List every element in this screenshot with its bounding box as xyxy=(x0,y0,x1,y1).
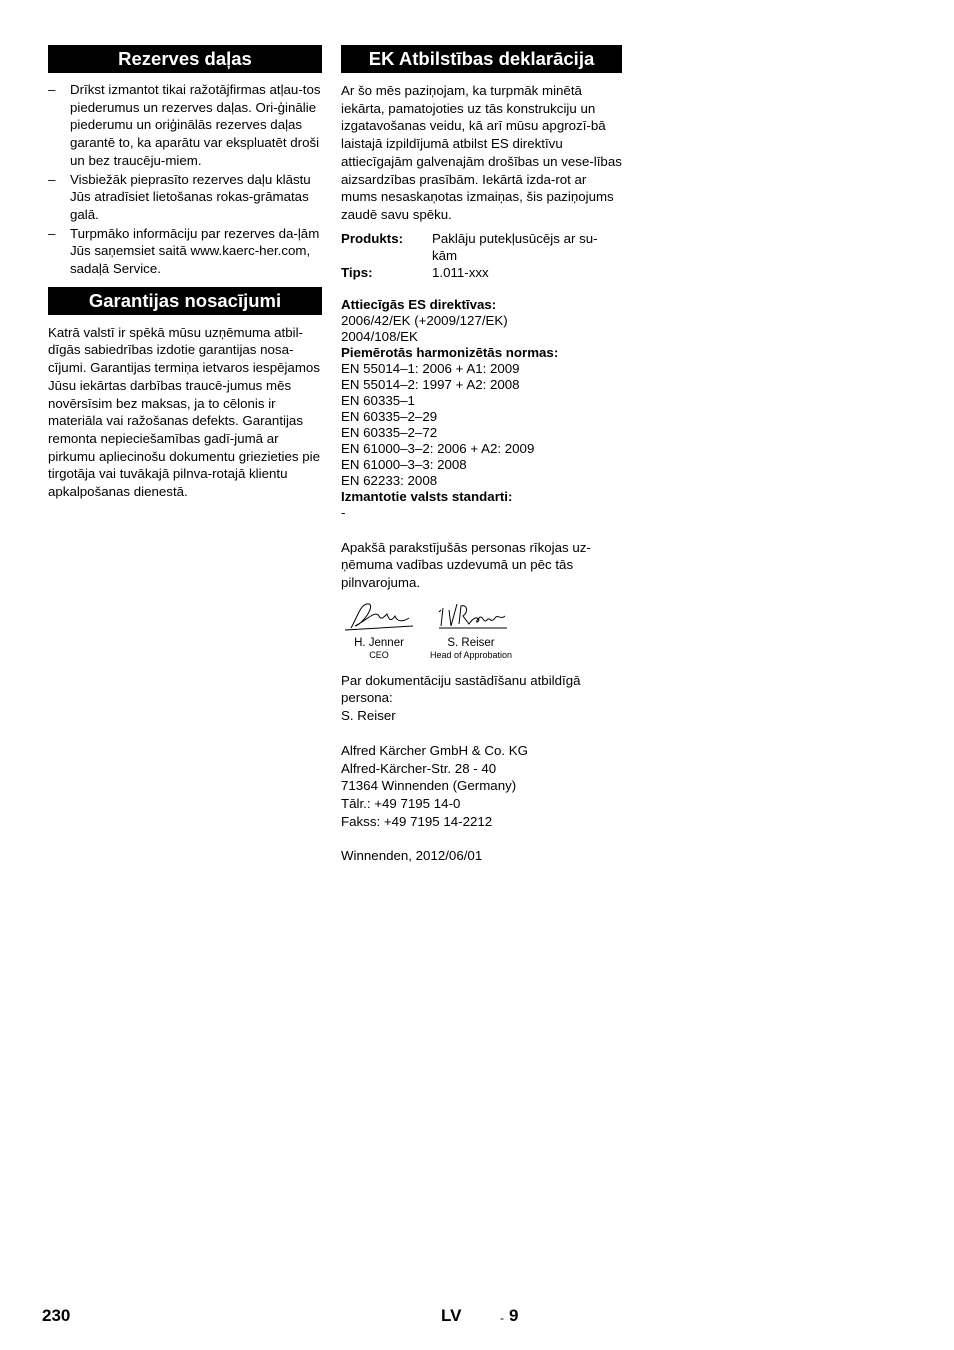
product-label: Produkts: xyxy=(341,230,404,246)
authority-text: Apakšā parakstījušās personas rīkojas uz-ņēmuma vadības uzdevumā un pēc tās pilnvarojuma. xyxy=(341,539,591,591)
signer-role: CEO xyxy=(369,649,389,660)
address-line: Alfred Kärcher GmbH & Co. KG xyxy=(341,742,528,758)
signer-name: S. Reiser xyxy=(447,636,495,649)
norm-line: EN 60335–2–72 xyxy=(341,424,438,440)
spare-parts-heading: Rezerves daļas xyxy=(48,45,322,73)
directives-block xyxy=(341,297,622,521)
spare-parts-list xyxy=(48,81,322,278)
national-standards-label: Izmantotie valsts standarti: xyxy=(341,488,513,504)
declaration-intro: Ar šo mēs paziņojam, ka turpmāk minētā iekārta, pamatojoties uz tās konstrukciju un izgatavošanas veidu, kā arī mūsu apgrozī-bā laistajā izpildījumā atbilst ES direktīvu attiecīgajām galvenajām drošības un vese-lības aizsardzības prasībām. Iekārtā izda-rot ar mums nesaskaņotas izmaiņas, šis paziņojums zaudē savu spēku. xyxy=(341,83,622,222)
list-item: – Visbiežāk pieprasīto rezerves daļu klāstu Jūs atradīsiet lietošanas rokas-grāmatas galā. xyxy=(48,171,311,222)
section-page-number: 9 xyxy=(509,1306,519,1325)
address-line: Alfred-Kärcher-Str. 28 - 40 xyxy=(341,760,497,776)
norms-label: Piemērotās harmonizētās normas: xyxy=(341,344,559,360)
signer-role: Head of Approbation xyxy=(429,649,513,660)
list-item: – Turpmāko informāciju par rezerves da-ļām Jūs saņemsiet saitā www.kaerc-her.com, sadaļā Service. xyxy=(48,225,320,277)
table-row xyxy=(341,264,622,281)
signatures xyxy=(341,598,622,662)
product-value: Paklāju putekļusūcējs ar su-kām xyxy=(432,230,598,263)
norm-line: EN 60335–2–29 xyxy=(341,408,438,424)
signature-scribble-icon xyxy=(343,598,415,632)
type-value: 1.011-xxx xyxy=(432,264,489,280)
norm-line: EN 60335–1 xyxy=(341,392,415,408)
signature-jenner xyxy=(343,598,415,661)
warranty-heading: Garantijas nosacījumi xyxy=(48,287,322,315)
type-label: Tips: xyxy=(341,264,373,280)
directives-label: Attiecīgās ES direktīvas: xyxy=(341,296,497,312)
phone-line: Tālr.: +49 7195 14-0 xyxy=(341,795,461,811)
company-address xyxy=(341,742,622,831)
address-line: 71364 Winnenden (Germany) xyxy=(341,778,517,794)
signature-reiser xyxy=(429,598,513,661)
documentation-person xyxy=(341,672,622,725)
place-date: Winnenden, 2012/06/01 xyxy=(341,848,483,864)
product-table xyxy=(341,230,622,281)
directive-line: 2006/42/EK (+2009/127/EK) xyxy=(341,312,508,328)
language-code: LV xyxy=(441,1306,462,1325)
signature-scribble-icon xyxy=(429,598,513,632)
norm-line: EN 61000–3–2: 2006 + A2: 2009 xyxy=(341,440,535,456)
norm-line: EN 55014–2: 1997 + A2: 2008 xyxy=(341,376,520,392)
right-column xyxy=(341,45,622,865)
fax-line: Fakss: +49 7195 14-2212 xyxy=(341,813,493,829)
table-row xyxy=(341,230,622,264)
signer-name: H. Jenner xyxy=(354,636,404,649)
page-number: 230 xyxy=(42,1306,71,1325)
norm-line: EN 61000–3–3: 2008 xyxy=(341,456,467,472)
left-column xyxy=(48,45,322,501)
directive-line: 2004/108/EK xyxy=(341,328,418,344)
doc-person-line: Par dokumentāciju sastādīšanu atbildīgā persona: xyxy=(341,672,581,706)
norm-line: EN 62233: 2008 xyxy=(341,472,438,488)
national-standards-value: - xyxy=(341,504,346,520)
list-item: – Drīkst izmantot tikai ražotājfirmas atļau-tos piederumus un rezerves daļas. Ori-ģinālie piederumu un oriģinālās rezerves daļas garantē to, ka aparātu var ekspluatēt droši un bez traucēju-miem. xyxy=(48,82,321,168)
norm-line: EN 55014–1: 2006 + A1: 2009 xyxy=(341,360,520,376)
doc-person-name: S. Reiser xyxy=(341,708,396,724)
warranty-text: Katrā valstī ir spēkā mūsu uzņēmuma atbil-dīgās sabiedrības izdotie garantijas nosa-cījumi. Garantijas termiņa ietvaros iespējamos Jūsu iekārtas darbības traucē-jumus mēs novērsīsim bez maksas, ja to cēlonis ir materiāla vai ražošanas defekts. Garantijas remonta nepieciešamības gadī-jumā ar pirkumu apliecinošu dokumentu griezieties pie tirgotāja vai tuvākajā pilnva-rotajā klientu apkalpošanas dienestā. xyxy=(48,324,320,500)
footer-dash: - xyxy=(500,1311,504,1325)
declaration-heading: EK Atbilstības deklarācija xyxy=(341,45,622,73)
